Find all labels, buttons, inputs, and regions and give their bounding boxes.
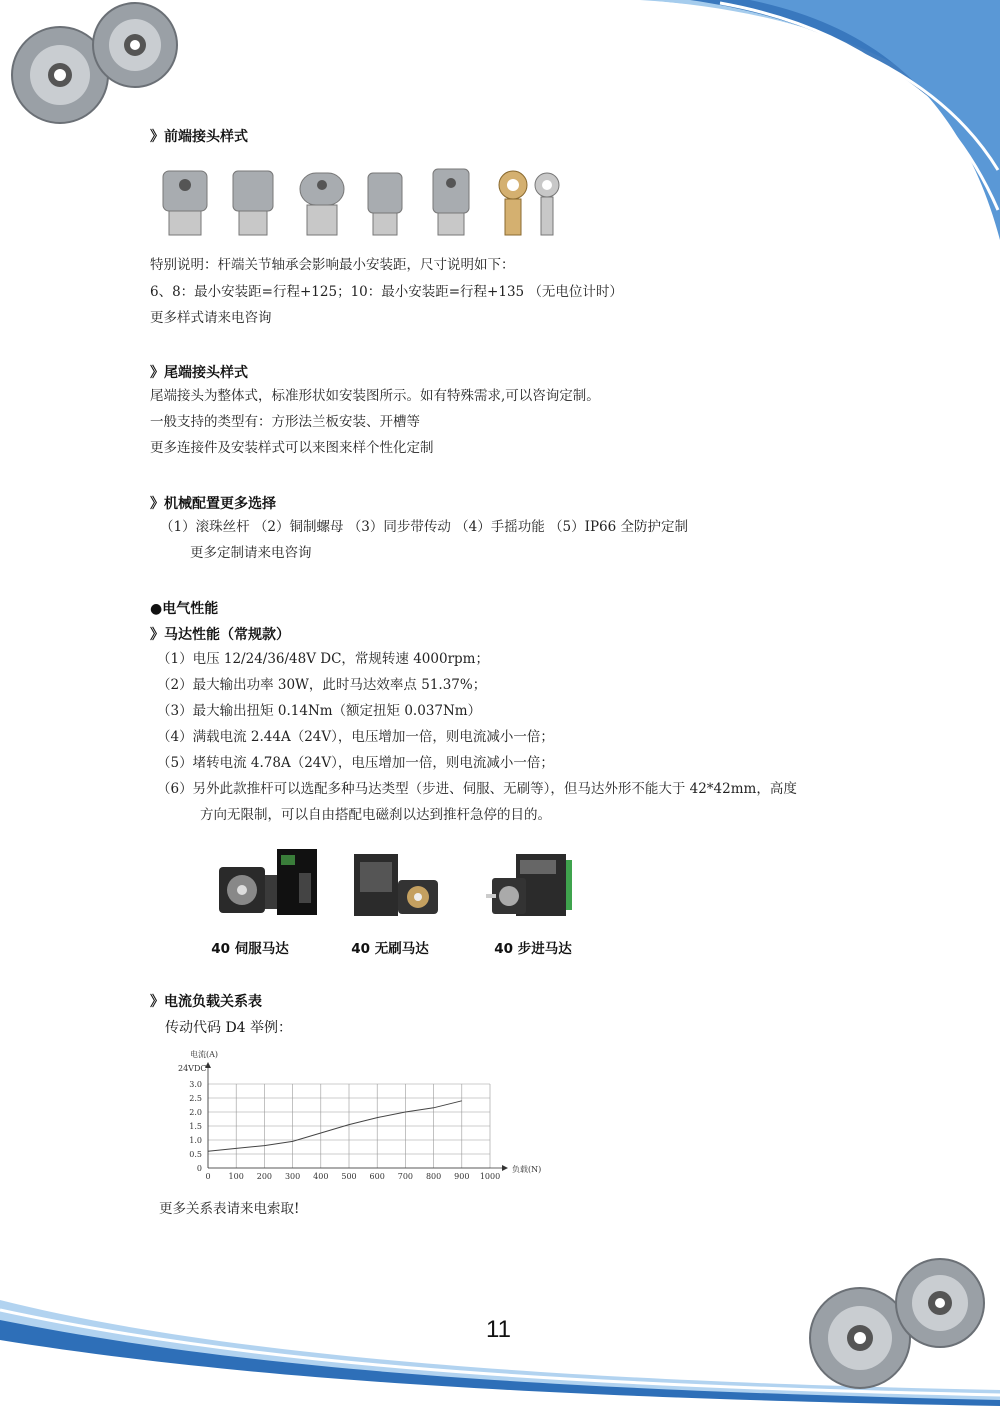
front-connector-heading: 》前端接头样式 bbox=[150, 129, 248, 145]
motor-spec-line-3: （3）最大输出扭矩 0.14Nm（额定扭矩 0.037Nm） bbox=[157, 703, 482, 719]
y-tick-label: 3.0 bbox=[189, 1080, 202, 1089]
y-tick-label: 1.5 bbox=[189, 1122, 202, 1131]
front-note-line-1: 特别说明：杆端关节轴承会影响最小安装距，尺寸说明如下： bbox=[150, 257, 515, 273]
x-tick-label: 800 bbox=[425, 1172, 442, 1181]
motor-spec-line-2: （2）最大输出功率 30W，此时马达效率点 51.37%； bbox=[157, 677, 487, 693]
rear-note-line-2: 一般支持的类型有：方形法兰板安装、开槽等 bbox=[150, 414, 420, 430]
x-tick-label: 1000 bbox=[479, 1172, 501, 1181]
brushless-motor-caption: 40 无刷马达 bbox=[351, 941, 429, 957]
rear-note-line-1: 尾端接头为整体式，标准形状如安装图所示。如有特殊需求,可以咨询定制。 bbox=[150, 388, 600, 404]
y-tick-label: 2.5 bbox=[189, 1094, 202, 1103]
mech-options-heading: 》机械配置更多选择 bbox=[150, 496, 276, 512]
current-load-subheading: 传动代码 D4 举例： bbox=[165, 1020, 293, 1036]
motor-spec-line-1: （1）电压 12/24/36/48V DC，常规转速 4000rpm； bbox=[157, 651, 489, 667]
y-tick-label: 1.0 bbox=[189, 1136, 202, 1145]
page-number: 11 bbox=[486, 1316, 511, 1343]
stepper-motor-caption: 40 步进马达 bbox=[494, 941, 572, 957]
mech-options-line-2: 更多定制请来电咨询 bbox=[190, 545, 312, 561]
y-tick-label: 0.5 bbox=[189, 1150, 202, 1159]
x-axis-label: 负载(N) bbox=[512, 1165, 542, 1174]
electrical-heading: ●电气性能 bbox=[150, 601, 219, 617]
x-tick-label: 700 bbox=[397, 1172, 414, 1181]
rear-note-line-3: 更多连接件及安装样式可以来图来样个性化定制 bbox=[150, 440, 434, 456]
x-tick-label: 900 bbox=[454, 1172, 470, 1181]
top-right-wave-decoration bbox=[600, 0, 1000, 250]
motor-performance-heading: 》马达性能（常规款） bbox=[150, 627, 290, 643]
mech-options-line-1: （1）滚珠丝杆 （2）铜制螺母 （3）同步带传动 （4）手摇功能 （5）IP66 全防护定制 bbox=[160, 519, 688, 535]
more-tables-note: 更多关系表请来电索取! bbox=[159, 1201, 300, 1217]
motor-spec-line-5: （5）堵转电流 4.78A（24V），电压增加一倍，则电流减小一倍； bbox=[157, 755, 554, 771]
stepper-motor-image bbox=[486, 852, 576, 924]
motor-spec-line-4: （4）满载电流 2.44A（24V），电压增加一倍，则电流减小一倍； bbox=[157, 729, 554, 745]
current-load-chart bbox=[170, 1042, 560, 1187]
x-tick-label: 300 bbox=[284, 1172, 301, 1181]
servo-motor-caption: 40 伺服马达 bbox=[211, 941, 289, 957]
front-note-line-2: 6、8：最小安装距=行程+125；10：最小安装距=行程+135 （无电位计时） bbox=[150, 284, 623, 300]
motor-spec-line-6: （6）另外此款推杆可以选配多种马达类型（步进、伺服、无刷等），但马达外形不能大于 42*42mm，高度 bbox=[157, 781, 797, 797]
y-axis-label: 电流(A) bbox=[190, 1050, 219, 1059]
bottom-right-gears-image bbox=[800, 1258, 1000, 1398]
brushless-motor-image bbox=[352, 852, 442, 922]
series-label: 24VDC bbox=[178, 1064, 207, 1073]
current-load-heading: 》电流负载关系表 bbox=[150, 994, 262, 1010]
rear-connector-heading: 》尾端接头样式 bbox=[150, 365, 248, 381]
front-connector-images bbox=[155, 163, 575, 243]
x-tick-label: 500 bbox=[341, 1172, 357, 1181]
y-tick-label: 0 bbox=[196, 1164, 202, 1173]
x-tick-label: 100 bbox=[228, 1172, 244, 1181]
x-tick-label: 600 bbox=[369, 1172, 385, 1181]
x-tick-label: 200 bbox=[256, 1172, 273, 1181]
x-axis-arrow bbox=[502, 1165, 508, 1171]
x-tick-label: 400 bbox=[313, 1172, 329, 1181]
front-note-line-3: 更多样式请来电咨询 bbox=[150, 310, 272, 326]
motor-spec-line-7: 方向无限制，可以自由搭配电磁刹以达到推杆急停的目的。 bbox=[200, 807, 551, 823]
y-tick-label: 2.0 bbox=[189, 1108, 202, 1117]
servo-motor-image bbox=[215, 845, 325, 920]
x-tick-label: 0 bbox=[205, 1172, 211, 1181]
top-left-gears-image bbox=[0, 0, 190, 130]
